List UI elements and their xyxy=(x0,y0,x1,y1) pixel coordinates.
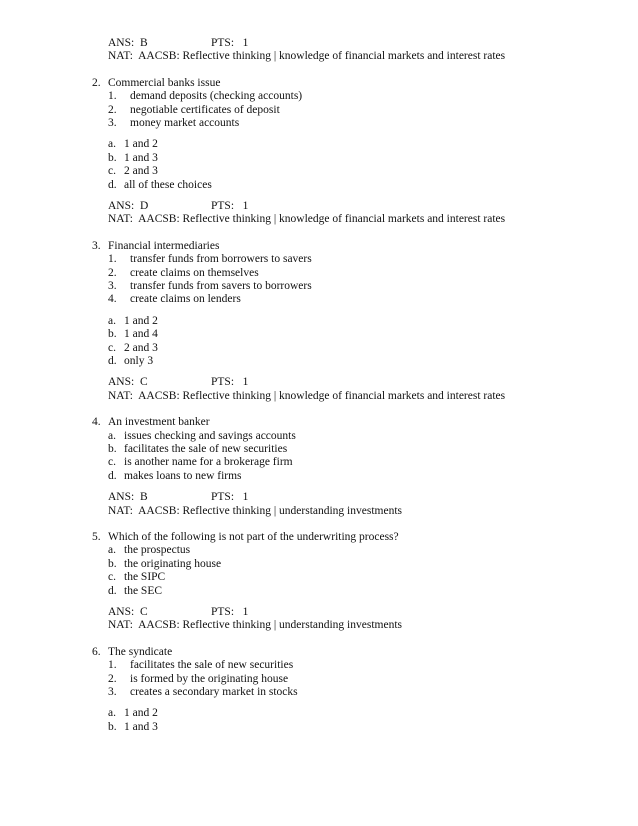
choice-text: facilitates the sale of new securities xyxy=(124,443,288,455)
choice-letter: c. xyxy=(108,341,116,354)
choice-letter: a. xyxy=(108,707,116,720)
nat-standard: NAT: AACSB: Reflective thinking | knowledge of financial markets and interest rates xyxy=(108,50,506,63)
nat-standard: NAT: AACSB: Reflective thinking | understanding investments xyxy=(108,504,402,517)
choice-text: all of these choices xyxy=(124,178,212,191)
nat-standard: NAT: AACSB: Reflective thinking | knowledge of financial markets and interest rates xyxy=(108,213,506,226)
points: PTS: 1 xyxy=(211,606,249,618)
numbered-item-text: creates a secondary market in stocks xyxy=(130,686,298,698)
question-number: 5. xyxy=(92,531,101,543)
choice-letter: b. xyxy=(108,328,117,341)
answer-key: ANS: C xyxy=(108,606,148,618)
choice-text: 1 and 2 xyxy=(124,707,158,720)
choice-text: only 3 xyxy=(124,355,154,367)
choice-letter: d. xyxy=(108,584,117,597)
numbered-item-label: 1. xyxy=(108,659,117,672)
numbered-item-label: 3. xyxy=(108,280,117,292)
question-stem: Commercial banks issue xyxy=(108,76,221,89)
answer-key: ANS: C xyxy=(108,376,148,389)
numbered-item-text: negotiable certificates of deposit xyxy=(130,103,280,116)
choice-letter: d. xyxy=(108,178,117,191)
choice-text: 1 and 3 xyxy=(124,151,158,164)
question-number: 2. xyxy=(92,76,101,89)
numbered-item-text: create claims on themselves xyxy=(130,266,259,279)
choice-letter: b. xyxy=(108,557,117,570)
choice-text: 2 and 3 xyxy=(124,341,158,354)
choice-letter: c. xyxy=(108,571,116,584)
choice-text: 1 and 2 xyxy=(124,138,158,151)
answer-key: ANS: B xyxy=(108,37,148,49)
numbered-item-text: is formed by the originating house xyxy=(130,672,289,685)
nat-standard: NAT: AACSB: Reflective thinking | understanding investments xyxy=(108,619,402,632)
choice-letter: b. xyxy=(108,151,117,164)
numbered-item-text: money market accounts xyxy=(130,117,240,129)
choice-letter: c. xyxy=(108,165,116,178)
question-stem: Which of the following is not part of the underwriting process? xyxy=(108,531,399,543)
numbered-item-text: transfer funds from savers to borrowers xyxy=(130,280,312,292)
choice-text: the originating house xyxy=(124,557,222,570)
numbered-item-text: demand deposits (checking accounts) xyxy=(130,90,303,103)
question-number: 3. xyxy=(92,239,101,252)
numbered-item-text: facilitates the sale of new securities xyxy=(130,659,294,672)
choice-text: the SIPC xyxy=(124,571,166,584)
choice-text: 1 and 2 xyxy=(124,314,158,327)
numbered-item-label: 1. xyxy=(108,90,117,103)
choice-letter: a. xyxy=(108,544,116,557)
numbered-item-text: transfer funds from borrowers to savers xyxy=(130,253,312,266)
numbered-item-label: 2. xyxy=(108,672,117,685)
choice-text: makes loans to new firms xyxy=(124,469,242,482)
points: PTS: 1 xyxy=(211,200,249,212)
numbered-item-label: 1. xyxy=(108,253,117,266)
points: PTS: 1 xyxy=(211,491,249,504)
choice-letter: b. xyxy=(108,720,117,733)
nat-standard: NAT: AACSB: Reflective thinking | knowledge of financial markets and interest rates xyxy=(108,389,506,402)
question-stem: Financial intermediaries xyxy=(108,239,220,252)
numbered-item-label: 2. xyxy=(108,266,117,279)
question-stem: An investment banker xyxy=(108,416,210,429)
choice-letter: a. xyxy=(108,429,116,442)
numbered-item-text: create claims on lenders xyxy=(130,293,241,306)
choice-text: 2 and 3 xyxy=(124,165,158,178)
points: PTS: 1 xyxy=(211,37,249,49)
choice-letter: a. xyxy=(108,138,116,151)
answer-key: ANS: B xyxy=(108,491,148,504)
choice-letter: d. xyxy=(108,355,117,367)
points: PTS: 1 xyxy=(211,376,249,389)
choice-text: the SEC xyxy=(124,584,163,597)
choice-text: 1 and 4 xyxy=(124,328,158,341)
choice-text: is another name for a brokerage firm xyxy=(124,456,293,469)
choice-text: 1 and 3 xyxy=(124,720,158,733)
question-number: 4. xyxy=(92,416,101,429)
choice-text: issues checking and savings accounts xyxy=(124,429,296,442)
choice-text: the prospectus xyxy=(124,544,191,557)
choice-letter: c. xyxy=(108,456,116,469)
choice-letter: d. xyxy=(108,469,117,482)
question-number: 6. xyxy=(92,645,101,658)
numbered-item-label: 3. xyxy=(108,686,117,698)
choice-letter: b. xyxy=(108,443,117,455)
choice-letter: a. xyxy=(108,314,116,327)
numbered-item-label: 3. xyxy=(108,117,117,129)
answer-key: ANS: D xyxy=(108,200,149,212)
numbered-item-label: 4. xyxy=(108,293,117,306)
numbered-item-label: 2. xyxy=(108,103,117,116)
question-stem: The syndicate xyxy=(108,645,173,658)
